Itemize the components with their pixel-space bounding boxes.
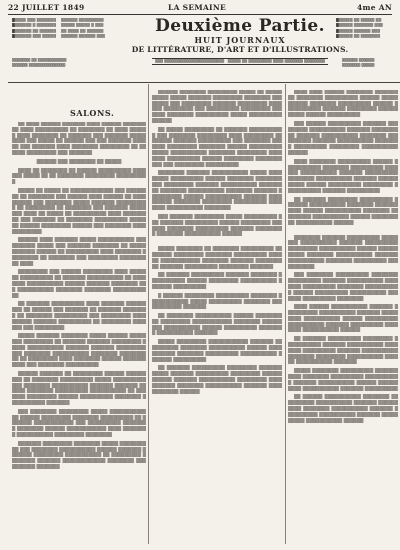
issue-year: 4me AN (356, 3, 392, 12)
masthead-divider (8, 82, 400, 83)
masthead (130, 16, 350, 65)
masthead-subtitle: HUIT JOURNAUX (194, 35, 286, 45)
left-journal-listing: ▓▒▒▒▒ ▒▒▒ ▒▒▒▒▒▒▒ ▒▒▒▒▒▒ ▒▒▒▒▒▒▒▒▒ ▓▒▒▒▒▒▒ ▒ ▒▒▒▒▒▒▒ ▒▒▒▒▒ ▒▒▒▒▒ ▒ ▒▒▒ ▓▒▒▒▒▒▒ ▒▒ ▒▒▒▒▒▒ ▒▒ ▒▒▒▒ ▒▒ ▒▒▒▒▒▒ ▓▒▒▒▒▒▒ ▒▒▒ ▒▒▒▒▒ ▒▒▒▒▒▒ ▒▒▒▒▒▒ ▒▒▒ (12, 18, 105, 39)
journal-title: LA SEMAINE (168, 3, 227, 12)
text-column-1: ▒▒ ▒▒▒▒ ▒▒▒▒▒▒ ▒▒▒▒▒▒▒ ▒▒▒▒ ▒▒▒▒▒▒ ▒▒▒▒▒▒▒▒▒ ▒▒▒▒ ▒▒▒▒▒▒▒▒▒▒ ▒▒ ▒▒▒▒▒▒▒▒ ▒▒ ▒▒▒▒ ▒▒▒▒▒▒ ▒▒▒▒ ▒▒▒▒▒▒▒▒ ▒▒ ▒▒▒▒▒▒▒ ▒▒▒ ▒▒▒▒▒▒▒ ▒▒▒▒▒▒▒▒▒ ▒▒▒ ▒▒▒▒▒ ▒▒ ▒▒▒▒▒▒ ▒▒▒ ▒▒▒ ▒▒▒▒▒▒▒ ▒▒▒▒▒▒ ▒▒▒ ▒▒▒▒▒▒▒ ▒▒▒▒ ▒▒▒▒▒▒▒▒ ▒▒▒▒▒▒▒▒▒ ▒▒ ▒▒▒▒▒▒ ▒▒▒▒▒▒▒▒▒ ▒▒▒ ▒▒▒▒▒▒▒ ▒▒▒▒▒▒ ▒▒▒ ▒▒▒▒▒▒▒▒ ▒▒ ▒▒▒▒▒ ▒▒▒▒ ▒▒ ▒▒▒▒▒▒▒▒ ▒▒ ▒▒▒▒▒▒ ▒▒▒▒▒▒▒▒▒▒ ▒▒▒▒▒▒▒ ▒▒▒▒▒ ▒▒ ▒▒ ▒▒▒▒▒▒▒▒ ▒▒▒▒▒▒▒▒▒ ▒▒▒▒▒▒▒▒▒▒ ▒▒▒▒▒ ▒▒ ▒▒▒▒▒ ▒▒ ▒▒▒▒▒▒▒▒▒▒▒▒▒ ▒▒▒ ▒▒▒▒▒▒▒▒ ▒▒ ▒▒▒▒▒▒▒▒ ▒▒▒ ▒▒▒▒▒▒ ▒▒▒▒ ▒▒▒▒▒▒ ▒▒ ▒▒▒▒▒▒▒▒▒▒ ▒▒▒ ▒▒▒▒▒▒▒▒ ▒▒▒▒▒ ▒▒▒▒▒▒▒ ▒▒▒▒▒▒▒▒▒▒ ▒▒ ▒▒▒▒▒▒▒▒▒ ▒▒ ▒▒▒▒▒▒▒▒ ▒▒▒ ▒▒▒▒▒▒▒ ▒▒▒▒▒▒▒▒ ▒▒▒▒ ▒▒ ▒▒▒▒▒ ▒▒ ▒▒▒▒▒▒▒▒▒▒ ▒▒▒▒ ▒▒▒▒▒▒▒▒▒ ▒▒▒ ▒▒▒▒▒▒▒ ▒▒ ▒▒▒▒▒▒▒▒ ▒▒▒▒▒▒▒▒▒▒ ▒▒▒▒▒ ▒▒ ▒▒▒▒▒▒ ▒▒▒▒▒▒▒▒▒ ▒▒▒▒▒▒ ▒▒▒ ▒▒▒▒▒▒▒▒ ▒▒▒▒▒▒▒▒▒▒▒▒▒ ▒▒▒▒▒▒ ▒▒▒▒ ▒▒▒▒▒▒▒ ▒▒▒▒▒ ▒▒▒▒▒▒▒▒▒▒▒ ▒▒▒ ▒▒▒▒▒▒▒ ▒▒▒▒▒ ▒▒▒ ▒▒▒▒▒▒▒ ▒▒▒▒▒▒▒▒ ▒▒ ▒▒▒▒▒ ▒▒▒▒▒▒▒ ▒▒▒▒▒▒ ▒▒ ▒▒▒▒▒▒▒▒▒▒ ▒▒▒▒ ▒▒▒▒▒▒▒▒ ▒▒▒▒▒▒▒▒▒ ▒▒ ▒▒▒▒▒▒▒▒ ▒▒▒ ▒▒▒▒▒▒▒▒▒ ▒▒▒▒▒▒▒▒▒▒ ▒▒▒▒ ▒▒▒▒▒▒▒▒▒ ▒▒▒ ▒▒▒▒▒▒ ▒▒▒▒▒▒▒▒▒ ▒▒▒▒ ▒▒▒▒▒▒▒ ▒▒▒▒▒▒▒▒▒▒ ▒▒ ▒▒▒▒▒▒▒ ▒▒▒▒▒▒▒▒▒▒▒ ▒▒ ▒▒▒▒▒▒▒▒ ▒▒▒▒▒▒▒▒▒▒▒ ▒▒▒▒▒▒ ▒▒▒▒▒▒▒ ▒▒▒▒▒▒▒▒ ▒▒▒ ▒▒▒▒▒▒▒▒▒▒▒ ▒▒▒▒▒▒▒▒ ▒▒▒▒▒▒▒▒ ▒▒▒▒▒▒▒▒▒▒▒▒ ▒▒ ▒▒▒▒▒▒▒ ▒▒▒▒▒▒▒▒▒▒ ▒▒▒▒ ▒▒▒▒▒▒▒ ▒▒▒▒▒▒▒▒▒ ▒▒ ▒▒▒▒▒▒ ▒▒▒ ▒▒▒▒▒▒▒ ▒▒ ▒▒▒▒▒▒▒ ▒▒▒▒▒▒▒▒ ▒▒ ▒▒▒▒▒▒▒▒ ▒▒▒▒▒▒▒▒▒▒ ▒▒▒ ▒▒▒▒▒▒▒▒▒ ▒▒▒▒ ▒▒▒▒▒▒ ▒▒▒▒▒▒▒ ▒▒▒▒▒▒▒▒▒▒ ▒▒ ▒▒▒▒▒▒▒▒▒ ▒▒▒▒▒▒▒ ▒▒▒ ▒▒▒▒▒▒▒▒▒ ▒▒▒▒▒ ▒▒▒▒▒▒▒ ▒▒▒▒▒▒▒▒ ▒▒▒▒▒ ▒▒▒▒▒▒ ▒▒▒▒▒▒▒▒ ▒▒▒▒▒▒▒▒▒ ▒▒ ▒▒▒▒▒▒▒ ▒▒▒▒▒▒▒ ▒▒▒▒▒▒▒▒▒ ▒▒▒▒▒ ▒▒▒▒▒▒▒▒▒▒▒ ▒▒▒▒▒▒▒ ▒▒▒▒▒▒▒ ▒▒▒▒▒▒▒▒▒ ▒▒▒ ▒▒▒▒▒▒▒▒ ▒▒▒▒▒▒▒▒▒▒▒ ▒▒▒▒▒▒▒▒ ▒▒▒▒▒▒▒▒▒▒ ▒▒ ▒▒▒▒▒▒▒▒▒ ▒▒▒▒ ▒▒▒▒▒▒▒▒ ▒▒▒▒▒▒ ▒▒▒▒▒▒▒▒▒▒▒ ▒▒▒ ▒▒▒▒▒▒▒▒ ▒▒▒▒▒▒▒▒▒▒ ▒▒▒▒▒▒ ▒▒▒▒▒▒▒ ▒▒ ▒▒▒▒▒▒▒▒▒ ▒▒▒▒▒▒ ▒▒▒▒▒▒▒▒▒ ▒▒ ▒▒▒▒▒▒▒▒ ▒▒▒▒▒▒▒▒▒▒ ▒▒▒▒▒ ▒▒▒▒▒▒▒▒▒▒ ▒▒▒ ▒▒▒▒▒▒▒▒ ▒▒▒▒▒▒▒▒▒▒▒ ▒▒▒▒▒▒▒ ▒▒▒▒▒▒▒ ▒▒▒▒▒▒ ▒▒▒▒▒▒▒▒ ▒▒▒▒▒▒▒▒▒▒ ▒▒▒▒▒▒▒▒▒▒▒ ▒▒ ▒▒▒▒▒▒▒ ▒▒▒▒▒▒▒▒▒ ▒▒▒▒▒▒ ▒▒▒▒▒▒▒▒▒▒ ▒▒▒▒▒▒▒▒ ▒▒▒▒▒▒▒▒▒▒▒ ▒▒▒▒▒▒▒ ▒▒▒ ▒▒▒▒▒▒▒▒ ▒▒▒▒▒▒▒▒▒ ▒▒▒▒▒ ▒▒▒▒▒▒▒▒▒▒▒ ▒▒ ▒▒▒▒▒▒ ▒▒▒▒▒▒▒▒▒ ▒▒▒▒▒▒▒▒ ▒▒▒▒▒▒▒▒▒▒ ▒▒ ▒▒▒▒▒▒▒ ▒▒▒▒▒▒▒▒▒▒▒▒ ▒▒▒ ▒▒▒▒▒▒▒▒▒▒ ▒▒▒▒▒▒▒▒ ▒▒▒▒▒▒▒▒ ▒▒▒▒▒▒ ▒▒▒▒▒▒▒▒▒▒▒▒ ▒▒▒▒ ▒▒▒▒▒▒▒▒ ▒▒▒▒▒▒▒▒▒▒▒ ▒▒▒▒▒▒▒▒▒ ▒▒▒▒▒▒▒▒ ▒▒▒▒▒▒▒ ▒▒▒▒▒▒▒▒▒ ▒▒▒▒▒▒▒▒ ▒▒▒▒▒ ▒▒▒▒▒▒▒▒▒▒ ▒▒▒ ▒▒▒▒▒▒▒▒ ▒▒▒▒▒▒▒▒▒▒▒ ▒▒▒▒▒▒ ▒▒▒▒▒▒▒ ▒▒▒▒▒▒▒ ▒▒▒▒▒▒▒▒▒ ▒▒▒▒▒▒▒▒▒▒▒ ▒▒ ▒▒▒▒▒▒▒▒▒ ▒▒▒▒▒▒▒▒ ▒▒▒▒▒▒▒ ▒▒▒▒▒▒▒▒▒▒▒▒▒ ▒▒▒▒▒▒▒▒ ▒▒▒▒▒▒▒▒▒▒ ▒▒▒▒▒▒▒ (12, 122, 146, 471)
masthead-notice-box: ▒▒▒ ▒▒▒▒▒▒▒▒▒▒▒▒▒▒▒▒▒▒▒▒▒▒▒ ▒▒▒▒▒ ▒▒ ▒▒▒▒▒▒▒▒▒ ▒▒▒▒ ▒▒▒▒▒▒▒ ▒▒▒▒▒▒▒▒ (152, 58, 328, 65)
right-journal-listing: ▓▒▒▒▒▒ ▒▒ ▒▒▒▒▒ ▒▒ ▓▒▒▒▒▒ ▒▒▒▒▒▒▒ ▒▒▒ ▓▒▒▒▒▒ ▒▒▒▒▒▒ ▒▒▒ ▓▒▒▒▒▒ ▒▒ ▒▒▒▒▒▒▒ (336, 18, 383, 39)
text-column-3: ▒▒▒▒ ▒▒▒▒ ▒▒▒▒▒▒ ▒▒▒▒▒▒▒▒ ▒▒▒▒▒▒▒▒▒ ▒▒▒▒▒▒▒▒ ▒▒▒▒▒▒▒▒▒▒ ▒▒▒▒▒▒ ▒▒▒▒▒▒▒▒▒▒▒ ▒▒▒▒▒▒▒▒ ▒▒▒▒▒▒▒▒▒▒ ▒▒▒▒▒▒ ▒▒▒▒▒▒▒▒▒▒▒ ▒▒▒▒▒▒▒ ▒▒▒▒▒▒▒▒▒ ▒▒▒▒▒▒▒▒▒▒▒ ▒▒▒▒▒▒ ▒▒▒▒▒▒▒▒▒▒ ▒▒▒ ▒▒▒▒▒▒ ▒▒▒▒▒▒▒▒▒▒ ▒▒▒▒▒▒▒ ▒▒▒▒▒▒▒▒▒ ▒▒▒▒▒▒▒▒▒▒▒ ▒▒▒▒▒▒▒ ▒▒▒▒▒▒▒▒▒▒ ▒▒▒▒▒▒▒ ▒▒▒▒▒▒▒▒▒▒▒ ▒▒▒▒▒▒▒▒ ▒▒▒▒▒▒▒▒▒▒ ▒▒▒▒▒▒▒ ▒▒▒▒▒▒▒▒▒▒▒ ▒▒▒▒▒▒▒▒ ▒▒▒▒▒▒▒▒▒▒ ▒▒▒▒▒▒▒▒▒ ▒▒▒▒▒▒▒▒▒▒▒ ▒▒▒▒▒▒ ▒▒▒▒ ▒▒▒▒▒▒▒▒ ▒▒▒▒▒▒▒▒▒▒ ▒▒▒▒▒▒ ▒▒▒▒▒▒▒▒▒▒▒ ▒▒▒▒▒▒▒▒ ▒▒▒▒▒▒▒▒▒▒ ▒▒▒▒▒▒▒ ▒▒▒▒▒▒▒▒▒▒▒ ▒▒▒▒▒▒▒ ▒▒▒▒▒▒▒▒▒▒ ▒▒▒▒▒▒▒▒ ▒▒▒▒▒▒▒▒▒▒▒ ▒▒▒▒▒▒▒ ▒▒▒▒▒▒▒▒▒▒▒ ▒▒▒▒▒▒ ▒▒▒▒▒▒▒▒▒▒ ▒▒▒▒▒▒▒▒▒ ▒▒▒▒▒▒▒▒▒▒▒ ▒▒▒▒▒▒▒ ▒▒▒▒▒▒▒▒▒▒ ▒▒ ▒▒▒▒▒▒▒ ▒▒▒▒▒▒▒▒▒ ▒▒▒▒▒▒▒▒▒▒ ▒▒▒▒▒▒▒ ▒▒▒▒▒▒▒▒▒▒▒ ▒▒▒▒▒▒▒▒ ▒▒▒▒▒▒▒▒▒▒▒ ▒▒▒▒▒▒ ▒▒▒▒▒▒▒▒▒▒▒ ▒▒▒▒▒▒▒▒ ▒▒▒▒▒▒▒▒▒ ▒▒▒▒▒▒▒▒▒▒▒ ▒▒▒▒▒▒ ▒▒▒▒▒▒▒▒▒▒ ▒▒▒▒▒▒▒▒▒▒▒ ▒▒▒▒▒▒ ▒▒▒▒▒▒▒▒ ▒▒▒▒▒▒▒ ▒▒▒▒▒▒▒▒▒▒ ▒▒▒▒▒▒▒▒ ▒▒▒▒▒▒▒▒▒▒▒ ▒▒▒▒▒▒▒ ▒▒▒▒▒▒▒▒▒▒ ▒▒▒▒▒▒▒▒▒ ▒▒▒▒▒▒▒▒▒▒▒ ▒▒▒▒▒▒ ▒▒▒▒▒▒▒▒▒▒▒ ▒▒▒▒▒▒▒▒ ▒▒▒▒▒▒▒▒▒▒▒ ▒▒▒▒▒▒▒ ▒▒▒▒▒▒▒▒▒▒▒ ▒▒▒▒▒▒▒▒ ▒▒▒▒▒▒▒▒▒▒ ▒▒▒▒▒▒▒▒▒▒▒ ▒▒▒ ▒▒▒▒▒▒▒▒ ▒▒▒▒▒▒▒▒▒▒ ▒▒▒▒▒▒▒▒ ▒▒▒▒▒▒▒▒▒▒ ▒▒▒▒▒▒▒ ▒▒▒▒▒▒▒▒▒▒▒ ▒▒▒▒▒▒▒▒ ▒▒▒▒▒▒▒▒▒▒ ▒▒▒▒▒▒▒▒ ▒▒▒▒▒▒▒▒▒▒▒ ▒▒▒▒▒▒ ▒▒▒▒▒▒▒▒▒▒ ▒▒▒▒▒▒▒▒▒▒▒ ▒▒▒▒▒▒▒ ▒▒▒▒▒▒▒▒▒▒ ▒▒▒▒▒▒▒▒ ▒▒▒▒ ▒▒▒▒▒▒ ▒▒▒▒▒▒▒▒▒▒▒ ▒▒▒▒▒▒▒ ▒▒▒▒▒▒▒▒▒▒ ▒▒▒▒▒▒▒▒▒▒▒ ▒▒▒▒▒▒▒ ▒▒▒▒▒▒▒▒▒ ▒▒▒▒▒▒▒▒▒▒▒ ▒▒▒▒▒▒ ▒▒▒▒▒▒▒▒▒▒ ▒▒▒▒▒▒▒▒▒▒▒ ▒▒▒▒▒▒▒ ▒▒▒▒▒▒▒▒▒▒ ▒▒▒▒▒▒▒▒ ▒▒▒▒▒▒▒▒▒▒▒ ▒▒▒▒▒▒ ▒▒ ▒▒▒▒▒▒▒ ▒▒▒▒▒▒▒▒▒▒ ▒▒▒▒▒▒▒▒▒ ▒▒▒▒▒▒▒▒▒▒▒ ▒▒▒▒▒▒▒ ▒▒▒▒▒▒▒▒▒▒▒ ▒▒▒▒▒▒▒▒ ▒▒▒▒▒▒▒▒▒▒ ▒▒▒▒▒▒▒ ▒▒▒▒▒▒▒▒▒▒▒ ▒▒▒▒▒▒▒▒ ▒▒▒▒▒▒▒▒▒ ▒▒▒▒▒▒▒▒▒▒▒ ▒▒▒▒▒▒ ▒▒▒▒▒▒▒▒▒▒▒ ▒▒▒▒▒▒▒ ▒▒▒▒▒ ▒▒▒▒▒▒▒▒ ▒▒▒▒▒▒▒▒▒▒ ▒▒▒▒▒▒▒▒▒▒▒ ▒▒▒▒▒▒▒▒ ▒▒▒▒▒▒▒▒▒▒ ▒▒▒▒▒▒▒▒▒▒▒ ▒▒▒▒▒▒▒ ▒▒▒▒▒▒▒▒▒▒▒ ▒▒▒▒▒▒ ▒▒▒▒▒▒▒▒▒▒ ▒▒▒▒▒▒▒▒▒▒▒ ▒▒▒▒▒▒▒ ▒▒▒▒▒▒▒▒▒▒ ▒▒ ▒▒▒▒▒▒ ▒▒▒▒▒▒▒▒▒▒▒ ▒▒▒▒▒▒▒▒ ▒▒▒▒▒▒▒▒▒▒ ▒▒▒▒▒▒▒▒▒▒▒ ▒▒▒▒▒▒▒ ▒▒▒▒▒▒▒▒▒▒ ▒▒▒▒▒▒▒▒ ▒▒▒▒▒▒▒▒▒▒▒ ▒▒▒▒▒▒▒ ▒▒▒▒▒▒▒▒▒▒ ▒▒▒▒▒▒▒▒▒▒▒ ▒▒▒▒▒▒▒ ▒▒▒▒▒▒▒▒▒▒ ▒▒▒▒▒▒▒▒▒▒▒ ▒▒▒▒▒▒ (288, 90, 398, 424)
article-heading: SALONS. (70, 108, 115, 118)
masthead-title: Deuxième Partie. (155, 16, 325, 36)
right-notice: ▒▒▒▒▒▒ ▒▒▒▒▒▒ ▒▒▒▒▒▒▒ ▒▒▒▒▒ (342, 58, 375, 67)
top-header-bar (8, 2, 392, 15)
left-notice: ▒▒▒▒▒▒▒ ▒▒ ▒▒▒▒▒▒▒▒▒▒▒ ▒▒▒▒▒▒ ▒▒▒▒▒▒▒▒▒▒▒▒▒▒ (12, 58, 67, 67)
text-column-2: ▒▒▒▒▒▒ ▒▒▒▒▒▒▒▒ ▒▒▒▒▒▒▒▒▒ ▒▒▒▒▒ ▒▒ ▒▒▒▒▒▒▒▒▒▒ ▒▒▒▒▒ ▒▒▒▒▒▒▒ ▒▒▒▒▒▒▒▒▒ ▒▒▒▒▒▒▒▒ ▒▒▒▒▒▒▒▒ ▒▒▒ ▒▒▒▒▒▒▒▒▒ ▒▒▒▒▒▒▒ ▒▒▒▒▒▒▒▒▒ ▒▒▒▒▒▒▒ ▒▒▒▒▒▒▒▒▒ ▒▒▒ ▒▒▒▒▒▒▒▒▒▒ ▒▒▒▒▒▒▒▒▒ ▒▒▒▒▒▒▒ ▒▒▒▒▒▒▒▒ ▒▒▒▒▒▒▒▒▒▒ ▒▒▒▒▒ ▒▒▒▒▒▒▒▒▒▒ ▒▒▒▒▒▒ ▒▒ ▒▒▒▒▒ ▒▒▒▒▒▒▒▒▒ ▒▒ ▒▒▒▒▒▒▒ ▒▒▒▒▒▒▒▒▒▒▒ ▒▒▒ ▒▒▒▒▒▒▒▒ ▒▒▒▒▒▒▒▒▒ ▒▒▒▒ ▒▒▒▒▒▒▒▒▒ ▒▒▒▒▒▒▒▒ ▒▒▒▒▒▒▒ ▒▒▒▒▒▒▒▒▒▒ ▒▒▒ ▒▒▒▒▒▒▒▒ ▒▒▒▒▒▒▒ ▒▒▒▒▒▒▒▒▒ ▒▒▒▒▒▒▒▒ ▒▒▒▒▒▒ ▒▒▒▒▒▒▒▒▒▒ ▒▒▒▒▒ ▒▒▒▒▒▒▒▒▒▒▒ ▒▒▒▒▒▒▒▒ ▒▒▒▒▒▒▒▒▒ ▒▒▒▒▒▒▒▒ ▒▒▒▒▒▒▒▒▒▒ ▒▒▒▒▒▒ ▒▒▒▒▒▒▒▒▒ ▒▒▒▒▒▒▒▒▒▒▒ ▒▒▒ ▒▒▒▒▒▒▒▒▒ ▒▒▒▒▒▒▒▒▒▒ ▒▒▒▒▒▒▒▒ ▒▒▒▒▒▒▒ ▒▒▒▒▒▒▒▒▒▒▒ ▒▒▒▒▒ ▒▒▒▒▒▒▒▒▒ ▒▒▒▒▒▒▒▒▒▒ ▒▒▒▒▒▒ ▒▒▒▒▒▒▒▒ ▒▒▒▒▒▒▒▒▒▒▒ ▒▒▒▒▒▒▒▒▒ ▒▒▒▒▒▒▒ ▒▒▒▒▒▒▒▒▒▒▒ ▒▒▒▒▒▒▒▒▒ ▒▒▒▒▒▒▒▒ ▒▒▒▒▒▒▒▒▒▒▒ ▒▒▒▒▒▒▒▒ ▒▒▒▒▒▒▒ ▒▒▒▒▒▒▒▒▒▒ ▒▒▒▒▒▒ ▒▒▒▒▒▒▒▒▒▒▒ ▒▒▒▒▒▒▒ ▒▒▒▒▒▒▒▒▒▒ ▒▒▒▒▒▒▒▒ ▒▒▒▒▒▒▒▒▒ ▒▒▒▒▒▒▒▒▒▒ ▒▒▒▒▒▒▒▒ ▒▒▒▒▒▒▒▒▒▒▒ ▒▒▒▒▒▒▒▒ ▒▒▒ ▒▒▒▒▒▒▒ ▒▒▒▒▒▒▒▒▒ ▒▒▒▒▒ ▒▒▒▒▒▒▒▒▒▒ ▒▒▒ ▒▒▒▒▒▒▒ ▒▒▒▒▒▒▒▒▒▒ ▒▒▒▒▒▒ ▒▒▒▒▒▒▒▒▒ ▒▒▒▒▒▒▒ ▒▒▒▒▒▒▒▒ ▒▒▒▒▒▒▒▒▒▒ ▒▒▒▒▒▒▒ ▒▒▒▒▒▒▒▒▒ ▒▒▒▒▒▒▒▒ ▒▒▒▒▒▒▒▒▒▒▒ ▒▒▒▒▒▒ ▒▒▒▒▒ ▒▒▒▒▒▒▒▒ ▒▒ ▒▒▒▒▒▒▒▒ ▒▒▒▒▒▒▒▒▒▒ ▒▒▒▒▒▒▒▒ ▒▒▒▒▒▒▒▒▒ ▒▒▒▒▒▒▒▒ ▒▒▒▒▒▒▒▒▒▒ ▒▒▒▒▒▒ ▒▒▒▒▒▒▒▒▒▒▒▒ ▒▒▒▒▒▒▒▒ ▒▒▒▒▒▒▒ ▒▒▒▒▒▒▒▒▒▒ ▒▒▒▒▒▒▒ ▒▒▒▒▒▒▒▒▒▒ ▒▒▒▒▒▒▒▒▒ ▒▒▒▒▒▒▒ ▒▒ ▒▒▒▒▒▒▒ ▒▒▒▒▒▒▒▒▒▒ ▒▒▒▒▒▒▒ ▒▒▒▒▒▒▒▒ ▒▒▒▒▒▒▒▒▒▒▒ ▒▒▒▒▒▒ ▒▒▒▒▒▒▒▒▒ ▒▒▒▒▒▒▒▒▒▒▒ ▒▒▒▒▒▒▒ ▒▒▒▒▒▒▒▒▒▒ ▒ ▒▒▒▒▒▒ ▒▒▒▒▒▒▒▒▒ ▒▒▒▒▒▒▒▒▒▒ ▒▒▒▒▒▒▒▒ ▒▒▒▒▒▒▒▒▒▒▒▒ ▒▒▒▒▒ ▒▒▒▒▒▒▒▒▒▒ ▒▒▒▒▒▒▒▒ ▒▒▒▒▒▒▒▒▒▒▒▒ ▒▒▒▒▒▒▒ ▒▒ ▒▒▒▒▒▒▒▒ ▒▒▒▒▒▒▒▒▒▒▒ ▒▒▒▒▒▒ ▒▒▒▒▒▒▒▒▒▒ ▒▒▒▒▒▒▒▒▒ ▒▒▒▒▒▒▒▒▒▒▒▒ ▒▒▒▒▒▒▒▒ ▒▒▒▒▒▒▒▒▒ ▒▒▒▒▒▒▒▒▒▒▒ ▒▒▒▒▒▒ ▒▒▒▒▒▒▒▒▒▒ ▒▒▒▒▒▒▒▒ ▒▒▒▒▒▒▒▒▒▒▒ ▒▒▒▒▒▒▒ ▒▒▒▒▒ ▒▒▒▒▒▒▒▒▒ ▒▒▒▒▒▒▒▒▒▒▒▒ ▒▒▒▒▒▒▒ ▒▒▒▒▒▒▒▒▒▒ ▒▒▒▒▒▒▒▒ ▒▒▒▒▒▒▒▒▒▒▒ ▒▒▒▒▒▒ ▒▒▒▒▒▒▒▒▒▒▒ ▒▒▒▒▒▒▒▒ ▒▒▒▒▒▒▒▒▒▒ ▒▒▒▒▒▒▒▒▒▒▒ ▒▒▒▒▒▒▒ ▒▒▒▒▒▒▒▒▒▒ ▒▒ ▒▒▒▒▒▒▒ ▒▒▒▒▒▒▒▒▒▒ ▒▒▒▒▒▒▒▒▒ ▒▒▒▒▒▒▒▒▒▒▒▒ ▒▒▒▒▒▒▒ ▒▒▒▒▒▒▒▒▒▒ ▒▒▒▒▒▒▒▒▒ ▒▒▒▒▒▒▒▒▒▒▒▒ ▒▒▒▒▒▒▒ ▒▒▒▒▒▒▒▒▒▒▒ ▒▒▒▒▒▒▒▒▒ ▒▒▒▒▒▒▒▒▒▒▒ ▒▒▒▒▒▒▒▒ ▒▒▒▒▒▒▒▒▒▒▒ ▒▒▒▒▒▒▒ ▒▒▒▒▒▒▒▒▒▒▒▒ ▒▒▒▒▒▒ (152, 90, 282, 395)
column-rule (148, 84, 149, 544)
masthead-tagline: DE LITTÉRATURE, D'ART ET D'ILLUSTRATIONS. (131, 45, 349, 54)
column-rule (285, 84, 286, 544)
issue-date: 22 JUILLET 1849 (8, 3, 85, 12)
